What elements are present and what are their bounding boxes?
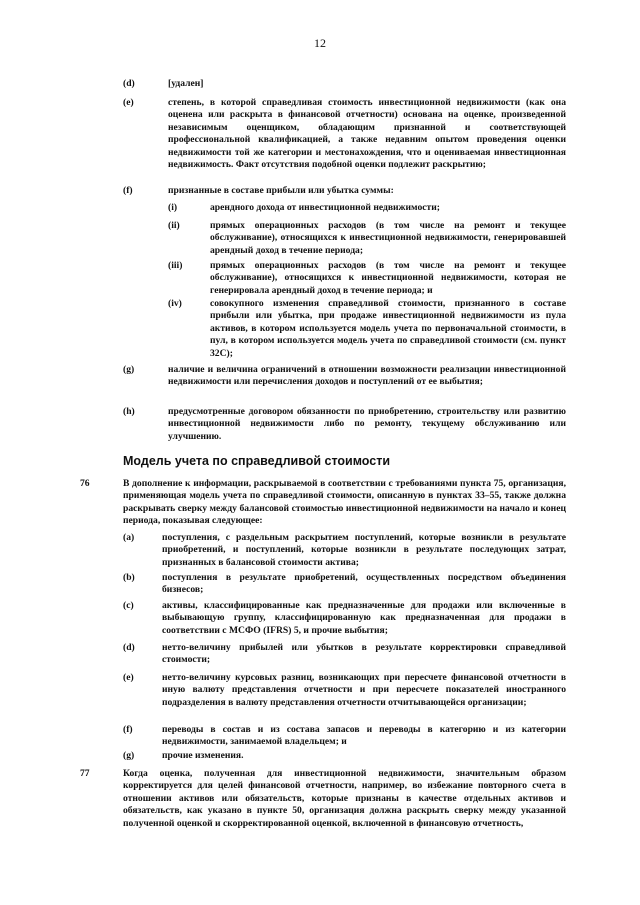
item-text: признанные в составе прибыли или убытка суммы: [168, 185, 394, 196]
page-number: 12 [314, 36, 326, 50]
item-text: [удален] [168, 78, 204, 89]
item-label: (h) [123, 406, 135, 417]
subitem-label: (iii) [168, 260, 183, 271]
paragraph-number: 77 [80, 768, 90, 779]
item-label: (e) [123, 97, 134, 108]
paragraph-text: Когда оценка, полученная для инвестиционной недвижимости, значительным образом корректируется для целей финансовой отчетности, например, во избежание повторного счета в отношении активов или обязательств, которые признаны в качестве отдельных активов и обязательств, как указано в пункте 50, организация должна раскрыть сверку между указанной полученной оценкой и скорректированной оценкой, включенной в финансовую отчетность, [123, 768, 566, 829]
list-item-text: нетто-величину прибылей или убытков в результате корректировки справедливой стоимости; [162, 642, 566, 666]
list-item-text: прочие изменения. [162, 750, 244, 761]
subitem-text: арендного дохода от инвестиционной недвижимости; [210, 202, 440, 213]
section-heading: Модель учета по справедливой стоимости [123, 454, 391, 468]
item-label: (d) [123, 78, 135, 89]
subitem-label: (i) [168, 202, 178, 213]
item-label: (f) [123, 185, 133, 196]
list-item-text: активы, классифицированные как предназначенные для продажи или включенные в выбывающую группу, классифицированную как предназначенная для продажи в соответствии с МСФО (IFRS) 5, и прочие выбытия; [162, 600, 566, 636]
subitem-text: совокупного изменения справедливой стоимости, признанного в составе прибыли или убытка, при продаже инвестиционной недвижимости из пула активов, в котором используется модель учета по первоначальной стоимости, в пул, в котором используется модель учета по справедливой стоимости (см. пункт 32С); [210, 298, 566, 359]
list-item-label: (a) [123, 532, 135, 543]
item-text: предусмотренные договором обязанности по приобретению, строительству или развитию инвестиционной недвижимости либо по ремонту, текущему обслуживанию или улучшению. [168, 406, 566, 442]
list-item-text: поступления в результате приобретений, осуществленных посредством объединения бизнесов; [162, 572, 566, 596]
list-item-text: нетто-величину курсовых разниц, возникающих при пересчете финансовой отчетности в иную валюту представления отчетности и при пересчете показателей иностранного подразделения в валюту представления отчетности отчитывающейся организации; [162, 672, 566, 708]
paragraph-text: В дополнение к информации, раскрываемой в соответствии с требованиями пункта 75, организация, применяющая модель учета по справедливой стоимости, описанную в пунктах 33–55, также должна раскрывать сверку между балансовой стоимостью инвестиционной недвижимости на начало и конец периода, показывая следующее: [123, 478, 566, 527]
subitem-text: прямых операционных расходов (в том числе на ремонт и текущее обслуживание), относящихся к инвестиционной недвижимости, которая не генерировала арендный доход в течение периода; и [210, 260, 566, 296]
item-label: (g) [123, 364, 135, 375]
list-item-text: поступления, с раздельным раскрытием поступлений, которые возникли в результате приобретений, и поступлений, которые возникли в результате последующих затрат, признанных в балансовой стоимости актива; [162, 532, 566, 568]
subitem-text: прямых операционных расходов (в том числе на ремонт и текущее обслуживание), относящихся к инвестиционной недвижимости, генерировавшей арендный доход в течение периода; [210, 220, 566, 256]
paragraph-number: 76 [80, 478, 90, 489]
list-item-label: (c) [123, 600, 134, 611]
list-item-label: (b) [123, 572, 135, 583]
list-item-label: (f) [123, 724, 133, 735]
list-item-label: (d) [123, 642, 135, 653]
subitem-label: (ii) [168, 220, 180, 231]
subitem-label: (iv) [168, 298, 182, 309]
list-item-label: (g) [123, 750, 135, 761]
list-item-label: (e) [123, 672, 134, 683]
list-item-text: переводы в состав и из состава запасов и переводы в категорию и из категории недвижимости, занимаемой владельцем; и [162, 724, 566, 748]
item-text: наличие и величина ограничений в отношении возможности реализации инвестиционной недвижимости или перечисления доходов и поступлений от ее выбытия; [168, 364, 566, 388]
item-text: степень, в которой справедливая стоимость инвестиционной недвижимости (как она оценена или раскрыта в финансовой отчетности) основана на оценке, произведенной независимым оценщиком, обладающим признанной и соответствующей профессиональной квалификацией, а также недавним опытом проведения оценки недвижимости той же категории и местонахождения, что и оцениваемая инвестиционная недвижимость. Факт отсутствия подобной оценки подлежит раскрытию; [168, 97, 566, 171]
